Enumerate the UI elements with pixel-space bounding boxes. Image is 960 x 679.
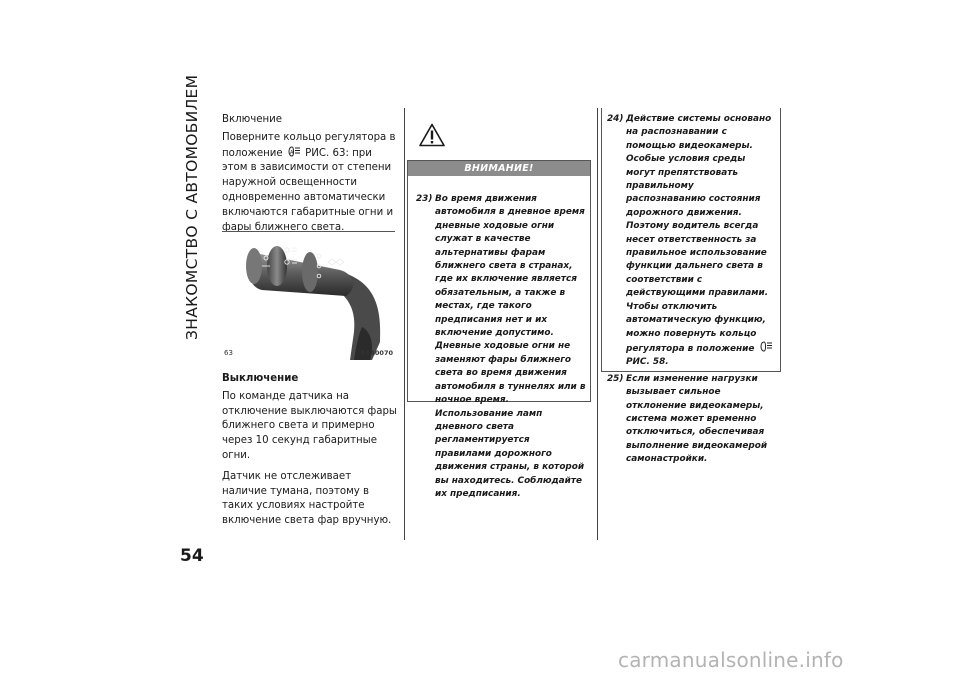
note-item-number: 25) [607,373,624,384]
light-stalk-illustration [222,232,395,360]
note-item-text-start: Действие системы основано на распознавании с помощью видеокамеры. Особые условия среды могут препятствовать правильному распознаванию состояния дорожного движения. Поэтому водитель всегда несет ответственность за правильное использование функции дальнего света в соответствии с действующими правилами. Чтобы отключить автоматическую функцию, можно повернуть кольцо регулятора в положение [626,114,772,354]
auto-headlight-icon [287,146,301,157]
svg-text:A: A [289,149,294,156]
warning-header: ВНИМАНИЕ! [408,161,590,176]
note-item-text [626,113,776,370]
section-heading-off: Выключение [222,373,299,384]
warning-body [408,176,590,501]
note-item-number: 24) [607,114,624,124]
watermark: carmanualsonline.info [618,648,844,672]
column-divider-1 [404,108,405,540]
figure-code: F1A0070 [360,349,393,357]
paragraph-fog-note: Датчик не отслеживает наличие тумана, поэтому в таких условиях настройте включение света фар вручную. [222,470,392,527]
column-main-text-lower [222,372,397,535]
note-item-text-end: РИС. 58. [626,357,669,368]
figure-light-stalk [222,231,395,359]
auto-highbeam-icon [759,341,773,352]
figure-number: 63 [224,349,233,357]
warning-triangle-icon [419,123,445,147]
notes-body [602,108,780,467]
page-number: 54 [180,546,204,566]
warning-item-number: 23) [416,194,433,204]
paragraph-turn-on [222,131,397,236]
column-main-text [222,113,397,241]
note-item [607,113,776,370]
section-side-title: ЗНАКОМСТВО С АВТОМОБИЛЕМ [183,74,201,340]
column-divider-2 [597,108,598,540]
warning-item-text: Во время движения автомобиля в дневное время дневные ходовые огни служат в качестве альтернативы фарам ближнего света в странах, где их включение является обязательным, а также в местах, где такого предписания нет и их включение допустимо. Дневные ходовые огни не заменяют фары ближнего света во время движения автомобиля в туннелях или в ночное время. Использование ламп дневного света регламентируется правилами дорожного движения страны, в которой вы находитесь. Соблюдайте их предписания. [435,194,586,499]
warning-item [416,193,586,501]
paragraph-turn-off: По команде датчика на отключение выключаются фары ближнего света и примерно через 10 секунд габаритные огни. [222,390,397,461]
notes-box [601,108,781,465]
paragraph-turn-on-end: РИС. 63: при этом в зависимости от степени наружной освещенности одновременно автоматически включаются габаритные огни и фары ближнего света. [222,147,394,233]
paragraph-turn-on-start: Поверните кольцо регулятора в положение [222,131,396,159]
warning-box [407,160,591,499]
note-item [607,373,776,467]
section-heading-on: Включение [222,114,283,125]
note-item-text: Если изменение нагрузки вызывает сильное отклонение видеокамеры, система может временно отключиться, обеспечивая выполнение видеокамерой самонастройки. [626,373,768,465]
